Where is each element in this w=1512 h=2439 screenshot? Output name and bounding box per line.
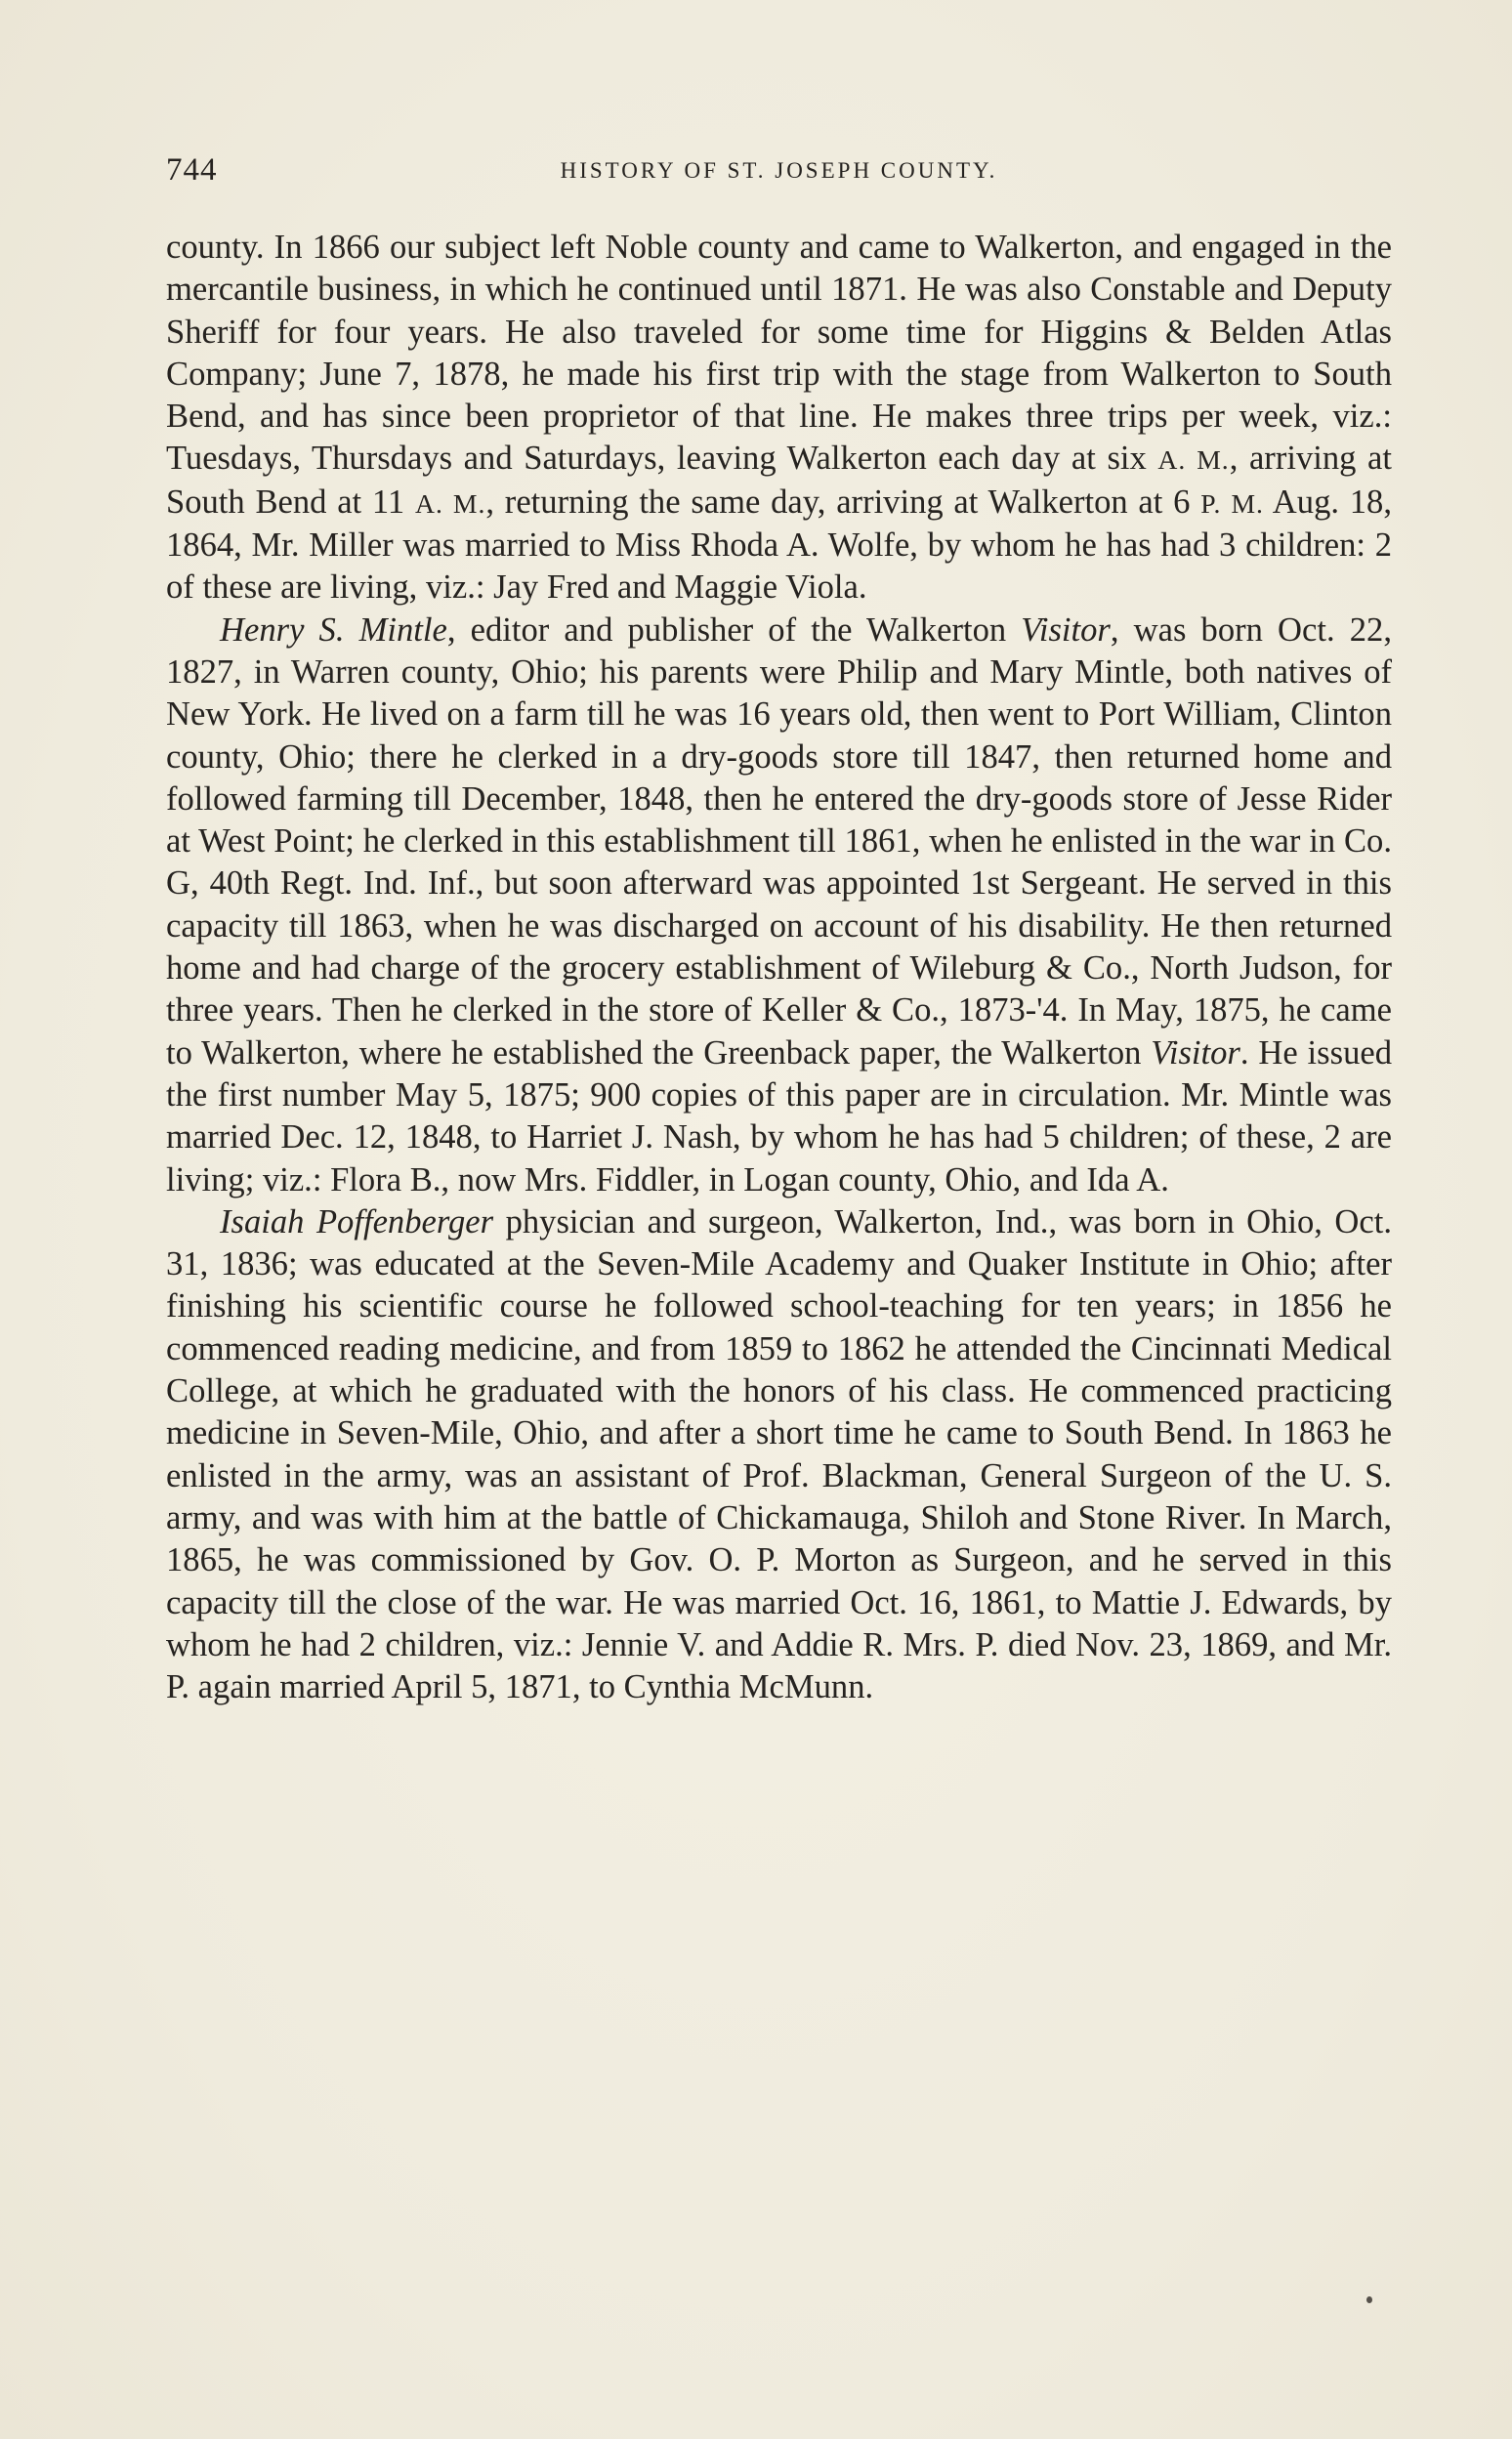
text-segment: , editor and publisher of the Walkerton bbox=[446, 610, 1022, 649]
time-abbreviation: A. M. bbox=[1157, 444, 1230, 476]
biography-name: Isaiah Poffenberger bbox=[220, 1202, 494, 1241]
running-title: HISTORY OF ST. JOSEPH COUNTY. bbox=[560, 158, 998, 183]
biography-name: Henry S. Mintle bbox=[220, 610, 447, 649]
paragraph-poffenberger bbox=[166, 1201, 1392, 1709]
ink-speck bbox=[1366, 2296, 1372, 2303]
newspaper-title: Visitor bbox=[1151, 1033, 1240, 1072]
newspaper-title: Visitor bbox=[1021, 610, 1111, 649]
text-segment: , arriving at South Bend at 11 bbox=[166, 440, 1392, 521]
page-number: 744 bbox=[166, 152, 218, 188]
text-segment: Aug. 18, 1864, Mr. Miller was married to Miss Rhoda A. Wolfe, by whom he has had 3 children: 2 of these are living, viz.: Jay Fred and Maggie Viola. bbox=[166, 483, 1392, 607]
running-head bbox=[166, 152, 1392, 201]
text-segment: , returning the same day, arriving at Walkerton at 6 bbox=[485, 483, 1201, 521]
paragraph-miller bbox=[166, 227, 1392, 610]
text-segment: , was born Oct. 22, 1827, in Warren county, Ohio; his parents were Philip and Mary Mintle, both natives of New York. He lived on a farm till he was 16 years old, then went to Port William, Clinton county, Ohio; there he clerked in a dry-goods store till 1847, then returned home and followed farming till December, 1848, then he entered the dry-goods store of Jesse Rider at West Point; he clerked in this establishment till 1861, when he enlisted in the war in Co. G, 40th Regt. Ind. Inf., but soon afterward was appointed 1st Sergeant. He served in this capacity till 1863, when he was discharged on account of his disability. He then returned home and had charge of the grocery establishment of Wileburg & Co., North Judson, for three years. Then he clerked in the store of Keller & Co., 1873-'4. In May, 1875, he came to Walkerton, where he established the Greenback paper, the Walkerton bbox=[166, 610, 1392, 1072]
text-segment: physician and surgeon, Walkerton, Ind., was born in Ohio, Oct. 31, 1836; was educated at the Seven-Mile Academy and Quaker Institute in Ohio; after finishing his scientific course he followed school-teaching for ten years; in 1856 he commenced reading medicine, and from 1859 to 1862 he attended the Cincinnati Medical College, at which he graduated with the honors of his class. He commenced practicing medicine in Seven-Mile, Ohio, and after a short time he came to South Bend. In 1863 he enlisted in the army, was an assistant of Prof. Blackman, General Surgeon of the U. S. army, and was with him at the battle of Chickamauga, Shiloh and Stone River. In March, 1865, he was commissioned by Gov. O. P. Morton as Surgeon, and he served in this capacity till the close of the war. He was married Oct. 16, 1861, to Mattie J. Edwards, by whom he had 2 children, viz.: Jennie V. and Addie R. Mrs. P. died Nov. 23, 1869, and Mr. P. again married April 5, 1871, to Cynthia McMunn. bbox=[166, 1202, 1392, 1706]
body-text bbox=[166, 227, 1392, 1708]
time-abbreviation: A. M. bbox=[414, 487, 486, 519]
text-segment: county. In 1866 our subject left Noble county and came to Walkerton, and engaged in the mercantile business, in which he continued until 1871. He was also Constable and Deputy Sheriff for four years. He also traveled for some time for Higgins & Belden Atlas Company; June 7, 1878, he made his first trip with the stage from Walkerton to South Bend, and has since been proprietor of that line. He makes three trips per week, viz.: Tuesdays, Thursdays and Saturdays, leaving Walkerton each day at six bbox=[166, 229, 1392, 478]
paragraph-mintle bbox=[166, 610, 1392, 1201]
text-segment: . He issued the first number May 5, 1875; 900 copies of this paper are in circulation. Mr. Mintle was married Dec. 12, 1848, to Harriet J. Nash, by whom he has had 5 children; of these, 2 are living; viz.: Flora B., now Mrs. Fiddler, in Logan county, Ohio, and Ida A. bbox=[166, 1033, 1392, 1198]
time-abbreviation: P. M. bbox=[1200, 487, 1264, 519]
